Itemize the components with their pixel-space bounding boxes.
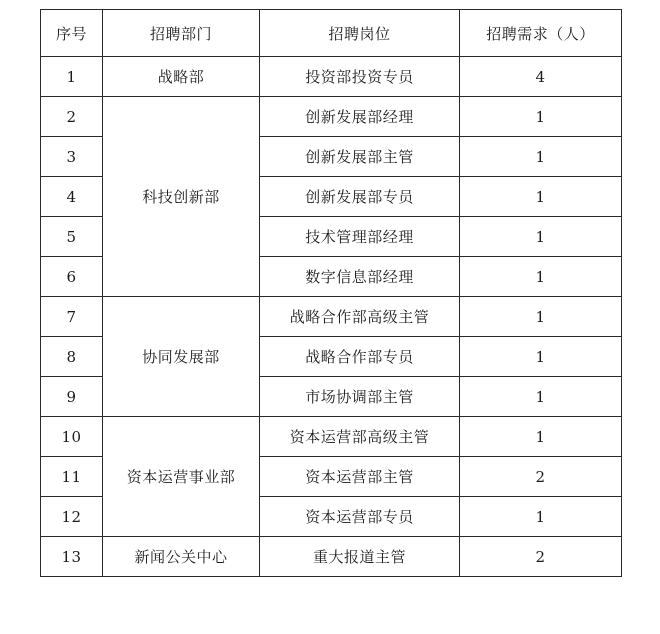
cell-department: 新闻公关中心 <box>103 537 260 577</box>
table-header-row <box>41 10 622 57</box>
cell-serial-number: 11 <box>41 457 103 497</box>
cell-position: 创新发展部经理 <box>260 97 460 137</box>
cell-headcount: 1 <box>460 217 622 257</box>
cell-headcount: 2 <box>460 457 622 497</box>
table-row <box>41 537 622 577</box>
cell-headcount: 1 <box>460 257 622 297</box>
cell-headcount: 2 <box>460 537 622 577</box>
cell-serial-number: 13 <box>41 537 103 577</box>
cell-headcount: 1 <box>460 497 622 537</box>
cell-department: 科技创新部 <box>103 97 260 297</box>
cell-serial-number: 5 <box>41 217 103 257</box>
cell-serial-number: 7 <box>41 297 103 337</box>
cell-position: 技术管理部经理 <box>260 217 460 257</box>
cell-position: 创新发展部主管 <box>260 137 460 177</box>
table-row <box>41 97 622 137</box>
cell-position: 创新发展部专员 <box>260 177 460 217</box>
cell-position: 数字信息部经理 <box>260 257 460 297</box>
header-serial-number: 序号 <box>41 10 103 57</box>
cell-serial-number: 3 <box>41 137 103 177</box>
cell-headcount: 1 <box>460 377 622 417</box>
header-headcount: 招聘需求（人） <box>460 10 622 57</box>
cell-department: 战略部 <box>103 57 260 97</box>
cell-position: 资本运营部专员 <box>260 497 460 537</box>
cell-serial-number: 2 <box>41 97 103 137</box>
table-row <box>41 417 622 457</box>
table-row <box>41 57 622 97</box>
cell-position: 资本运营部主管 <box>260 457 460 497</box>
cell-position: 战略合作部高级主管 <box>260 297 460 337</box>
cell-headcount: 1 <box>460 97 622 137</box>
cell-headcount: 1 <box>460 177 622 217</box>
cell-position: 战略合作部专员 <box>260 337 460 377</box>
table-body <box>41 57 622 577</box>
header-position: 招聘岗位 <box>260 10 460 57</box>
cell-headcount: 1 <box>460 417 622 457</box>
recruitment-table <box>40 9 622 577</box>
cell-headcount: 4 <box>460 57 622 97</box>
cell-serial-number: 12 <box>41 497 103 537</box>
cell-serial-number: 4 <box>41 177 103 217</box>
cell-serial-number: 1 <box>41 57 103 97</box>
cell-position: 市场协调部主管 <box>260 377 460 417</box>
cell-serial-number: 10 <box>41 417 103 457</box>
cell-serial-number: 9 <box>41 377 103 417</box>
cell-department: 资本运营事业部 <box>103 417 260 537</box>
cell-headcount: 1 <box>460 337 622 377</box>
header-department: 招聘部门 <box>103 10 260 57</box>
cell-position: 投资部投资专员 <box>260 57 460 97</box>
cell-position: 重大报道主管 <box>260 537 460 577</box>
cell-position: 资本运营部高级主管 <box>260 417 460 457</box>
table-row <box>41 297 622 337</box>
cell-headcount: 1 <box>460 297 622 337</box>
cell-serial-number: 8 <box>41 337 103 377</box>
cell-headcount: 1 <box>460 137 622 177</box>
cell-department: 协同发展部 <box>103 297 260 417</box>
cell-serial-number: 6 <box>41 257 103 297</box>
